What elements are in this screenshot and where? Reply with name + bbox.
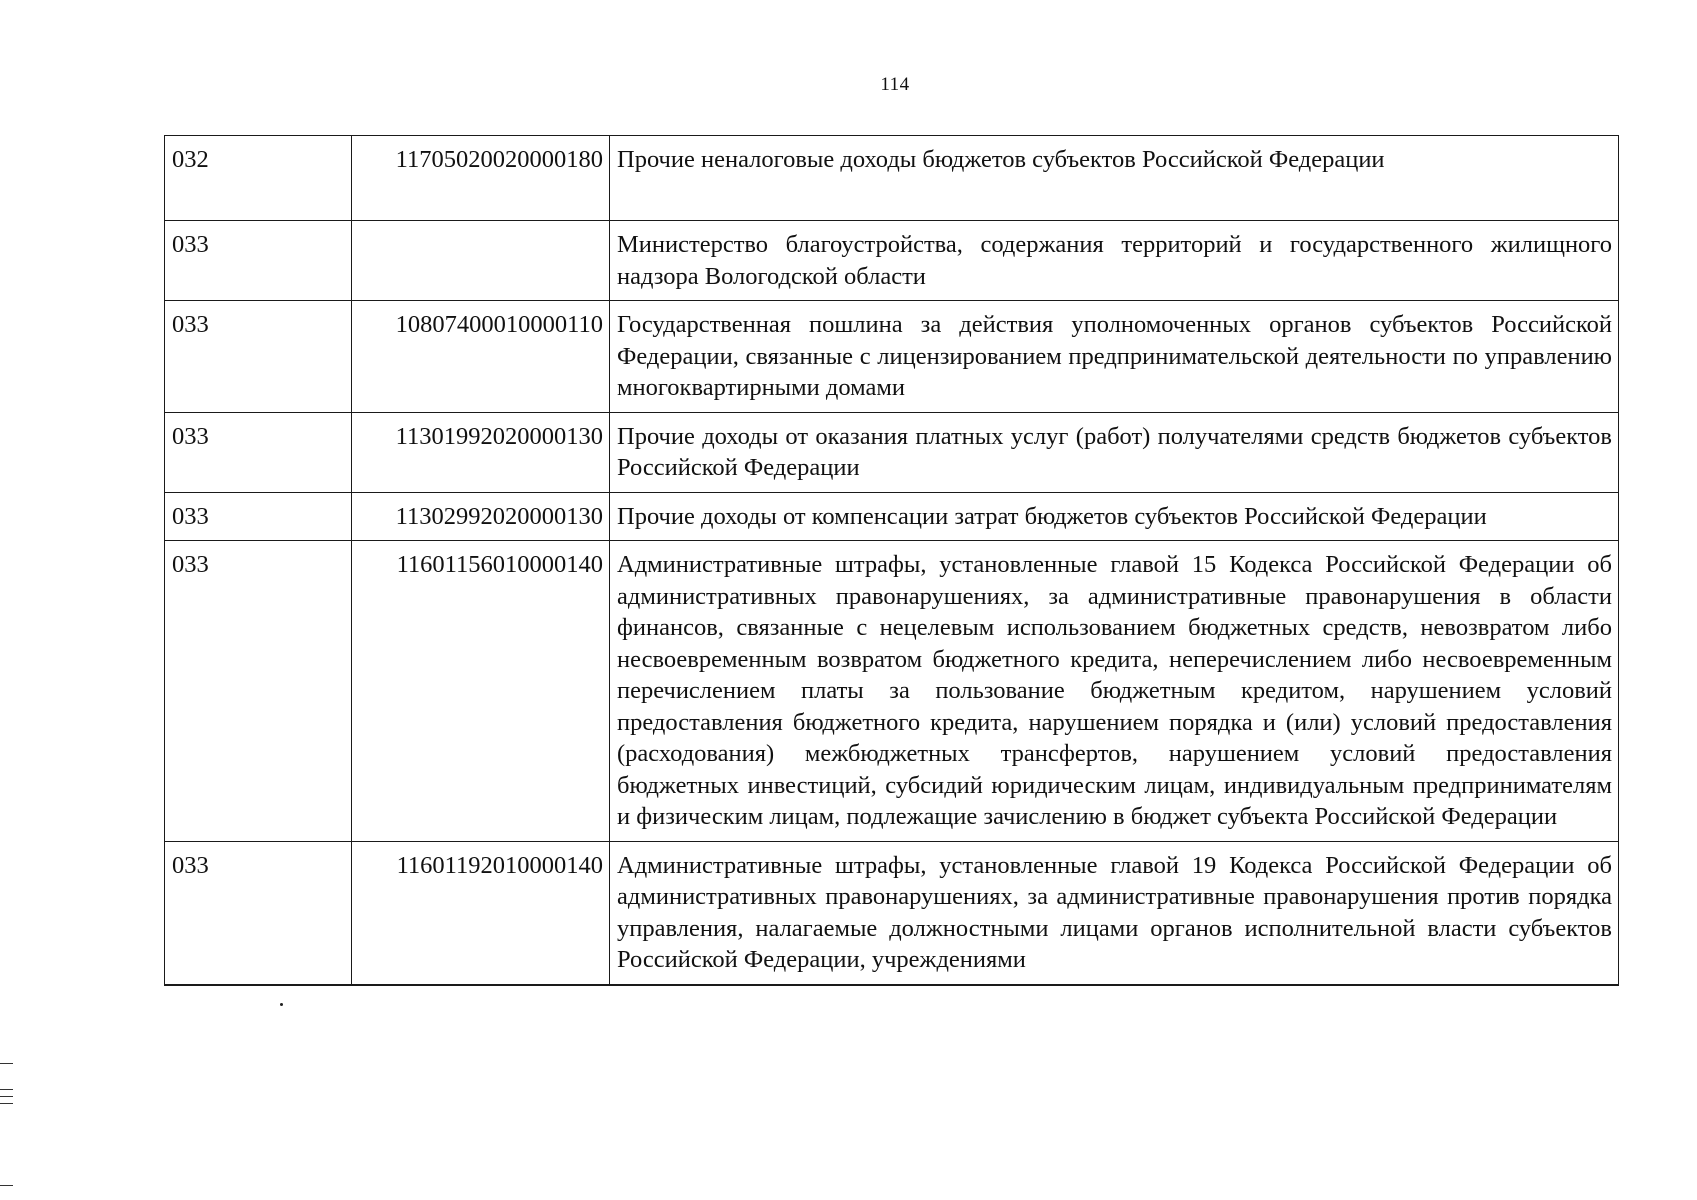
income-code-cell: 11705020020000180 — [352, 136, 610, 221]
admin-code-cell: 032 — [165, 136, 352, 221]
income-code-cell — [352, 221, 610, 301]
table-row — [165, 301, 1619, 413]
income-code-cell: 11302992020000130 — [352, 492, 610, 541]
admin-code-cell: 033 — [165, 221, 352, 301]
admin-code-cell: 033 — [165, 412, 352, 492]
income-name-cell: Министерство благоустройства, содержания территорий и государственного жилищного надзора Вологодской области — [610, 221, 1619, 301]
table-row — [165, 541, 1619, 842]
table-row — [165, 412, 1619, 492]
income-name-cell: Административные штрафы, установленные главой 15 Кодекса Российской Федерации об административных правонарушениях, за административные правонарушения в области финансов, связанные с нецелевым использованием бюджетных средств, невозвратом либо несвоевременным возвратом бюджетного кредита, неперечислением либо несвоевременным перечислением платы за пользование бюджетным кредитом, нарушением условий предоставления бюджетного кредита, нарушением порядка и (или) условий предоставления (расходования) межбюджетных трансфертов, нарушением условий предоставления бюджетных инвестиций, субсидий юридическим лицам, индивидуальным предпринимателям и физическим лицам, подлежащие зачислению в бюджет субъекта Российской Федерации — [610, 541, 1619, 842]
admin-code-cell: 033 — [165, 841, 352, 985]
table-row — [165, 136, 1619, 221]
income-code-cell: 10807400010000110 — [352, 301, 610, 413]
income-code-cell: 11601192010000140 — [352, 841, 610, 985]
income-code-cell: 11601156010000140 — [352, 541, 610, 842]
scan-margin-mark — [0, 1089, 13, 1090]
scan-margin-mark — [0, 1096, 13, 1097]
admin-code-cell: 033 — [165, 492, 352, 541]
income-name-cell: Прочие доходы от компенсации затрат бюджетов субъектов Российской Федерации — [610, 492, 1619, 541]
scan-margin-mark — [0, 1185, 13, 1186]
table-row — [165, 492, 1619, 541]
budget-income-table — [164, 135, 1619, 986]
scan-margin-mark — [0, 1103, 13, 1104]
page-number: 114 — [880, 74, 910, 95]
admin-code-cell: 033 — [165, 541, 352, 842]
income-name-cell: Прочие доходы от оказания платных услуг (работ) получателями средств бюджетов субъектов Российской Федерации — [610, 412, 1619, 492]
scan-dot — [280, 1003, 283, 1006]
income-name-cell: Прочие неналоговые доходы бюджетов субъектов Российской Федерации — [610, 136, 1619, 221]
income-name-cell: Административные штрафы, установленные главой 19 Кодекса Российской Федерации об административных правонарушениях, за административные правонарушения против порядка управления, налагаемые должностными лицами органов исполнительной власти субъектов Российской Федерации, учреждениями — [610, 841, 1619, 985]
admin-code-cell: 033 — [165, 301, 352, 413]
income-name-cell: Государственная пошлина за действия уполномоченных органов субъектов Российской Федерации, связанные с лицензированием предпринимательской деятельности по управлению многоквартирными домами — [610, 301, 1619, 413]
income-code-cell: 11301992020000130 — [352, 412, 610, 492]
scan-margin-mark — [0, 1063, 13, 1064]
table-row — [165, 221, 1619, 301]
table-row — [165, 841, 1619, 985]
